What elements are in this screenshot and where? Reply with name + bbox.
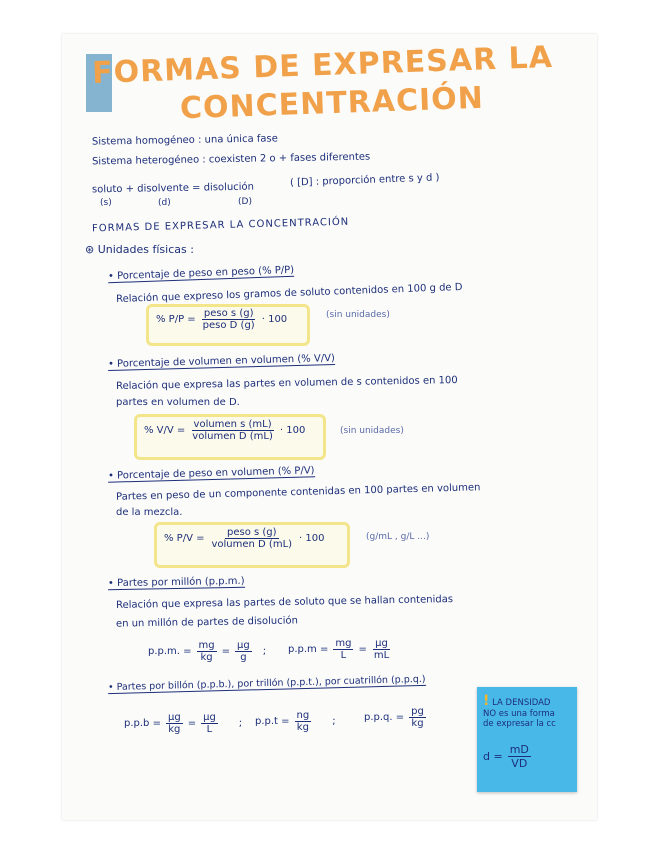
sticky-fraction xyxy=(508,743,531,770)
title-line-2: CONCENTRACIÓN xyxy=(179,80,485,127)
sticky-num: mD xyxy=(509,743,529,756)
item3-note: (g/mL , g/L ...) xyxy=(366,532,430,542)
item3-factor: · 100 xyxy=(299,533,325,544)
star-icon: ⊛ xyxy=(85,243,98,256)
item5-heading-text: Partes por billón (p.p.b.), por trillón (p.p.t.), por cuatrillón (p.p.q.) xyxy=(116,673,426,693)
item3-den: volumen D (mL) xyxy=(211,539,293,550)
item2-formula xyxy=(144,419,305,442)
item2-note: (sin unidades) xyxy=(340,426,404,436)
item3-num: peso s (g) xyxy=(226,527,277,538)
item4-desc1: Relación que expresa las partes de soluto que se hallan contenidas xyxy=(115,594,454,611)
item4-separator: ; xyxy=(262,646,267,657)
sub-s: (s) xyxy=(100,198,112,208)
item2-heading-text: Porcentaje de volumen en volumen (% V/V) xyxy=(116,353,336,370)
item5-ppb-eq: = xyxy=(187,718,197,729)
item1-heading-text: Porcentaje de peso en peso (% P/P) xyxy=(116,264,295,282)
sub-d: (d) xyxy=(158,198,171,208)
item4-f1-n1: mg xyxy=(198,640,215,651)
item4-f2-eq: = xyxy=(358,644,367,655)
item3-heading: • Porcentaje de peso en volumen (% P/V) xyxy=(107,465,315,482)
item4-f1-d1: kg xyxy=(200,652,213,663)
item1-heading: • Porcentaje de peso en peso (% P/P) xyxy=(107,264,295,283)
title-line-1: FORMAS DE EXPRESAR LA xyxy=(91,39,554,92)
item4-f1-d2: g xyxy=(240,652,247,663)
item5-ppq-frac xyxy=(409,706,426,729)
item5-ppb-frac2 xyxy=(201,712,218,735)
item5-sep1: ; xyxy=(238,718,243,729)
item4-f2-lhs: p.p.m = xyxy=(288,644,329,655)
item1-factor: · 100 xyxy=(261,314,288,325)
item5-ppt-d: kg xyxy=(296,722,309,733)
item3-formula xyxy=(164,527,325,550)
item4-f2-n2: µg xyxy=(375,638,388,649)
item3-heading-text: Porcentaje de peso en volumen (% P/V) xyxy=(116,465,315,482)
item4-heading-text: Partes por millón (p.p.m.) xyxy=(116,575,245,590)
item1-formula xyxy=(156,308,287,331)
item2-fraction xyxy=(190,419,275,442)
relacion-note: ( [D] : proporción entre s y d ) xyxy=(289,172,440,189)
item5-sep2: ; xyxy=(332,716,336,727)
sticky-den: VD xyxy=(511,757,528,770)
item2-heading: • Porcentaje de volumen en volumen (% V/V) xyxy=(107,353,336,370)
item4-f1-frac1 xyxy=(197,640,217,663)
sticky-formula xyxy=(483,743,534,770)
item5-ppb-lhs: p.p.b = xyxy=(124,718,161,729)
item4-f1-n2: µg xyxy=(237,640,250,651)
item3-fraction xyxy=(209,527,294,550)
item2-desc2: partes en volumen de D. xyxy=(116,397,240,408)
item1-desc: Relación que expreso los gramos de soluto contenidos en 100 g de D xyxy=(115,281,463,306)
relacion-line: soluto + disolvente = disolución xyxy=(91,181,255,196)
item5-ppt-frac xyxy=(295,710,312,733)
item4-f2-d1: L xyxy=(340,650,347,661)
item5-ppb-n1: µg xyxy=(167,712,181,723)
section-heading: FORMAS DE EXPRESAR LA CONCENTRACIÓN xyxy=(91,216,350,235)
item5-heading: • Partes por billón (p.p.b.), por trillón (p.p.t.), por cuatrillón (p.p.q.) xyxy=(107,673,426,694)
unidades-heading xyxy=(85,243,194,256)
item4-formula-2 xyxy=(288,638,394,661)
item5-ppb-formula xyxy=(124,712,242,735)
density-sticky-note xyxy=(477,687,577,792)
item1-note: (sin unidades) xyxy=(326,310,390,320)
item4-desc2: en un millón de partes de disolución xyxy=(115,615,299,630)
item1-fraction xyxy=(201,308,257,331)
unidades-label: Unidades físicas : xyxy=(97,243,194,256)
sticky-line-1-text: LA DENSIDAD xyxy=(492,698,551,708)
sub-D: (D) xyxy=(238,197,252,207)
item2-den: volumen D (mL) xyxy=(192,431,273,442)
item4-f2-frac2 xyxy=(372,638,391,661)
item4-f1-eq: = xyxy=(221,646,231,657)
item5-ppb-d2: L xyxy=(206,724,213,735)
item5-ppq-n: pg xyxy=(411,706,424,717)
item4-f2-frac1 xyxy=(333,638,353,661)
sticky-line-1 xyxy=(483,693,571,709)
item1-den: peso D (g) xyxy=(202,320,255,331)
sticky-line-3: de expresar la cc xyxy=(483,719,556,729)
item5-ppb-d1: kg xyxy=(168,724,181,735)
item1-num: peso s (g) xyxy=(203,308,254,319)
homogeneo-line: Sistema homogéneo : una única fase xyxy=(91,133,278,148)
item5-ppt-formula xyxy=(255,710,336,733)
item5-ppq-lhs: p.p.q. = xyxy=(364,712,405,723)
item2-factor: · 100 xyxy=(279,425,306,436)
item3-lhs: % P/V = xyxy=(164,533,205,544)
item5-ppb-frac1 xyxy=(166,712,183,735)
item4-f1-frac2 xyxy=(235,640,252,663)
item5-ppt-n: ng xyxy=(296,710,310,721)
item3-desc2: de la mezcla. xyxy=(116,507,183,518)
item2-lhs: % V/V = xyxy=(144,425,186,436)
sticky-formula-lhs: d = xyxy=(483,750,503,763)
item5-ppq-d: kg xyxy=(411,718,424,729)
item4-f2-n1: mg xyxy=(335,638,352,649)
item3-desc1: Partes en peso de un componente contenidas en 100 partes en volumen xyxy=(115,482,481,503)
item5-ppb-n2: µg xyxy=(203,712,216,723)
item4-heading: • Partes por millón (p.p.m.) xyxy=(107,575,245,590)
exclamation-icon: ! xyxy=(483,693,490,709)
item4-formula-1 xyxy=(148,640,266,663)
item1-lhs: % P/P = xyxy=(156,314,196,325)
item4-f1-lhs: p.p.m. = xyxy=(148,646,192,657)
item4-f2-d2: mL xyxy=(373,650,390,661)
item2-num: volumen s (mL) xyxy=(193,419,272,430)
sticky-line-2: NO es una forma xyxy=(483,709,555,719)
item2-desc1: Relación que expresa las partes en volumen de s contenidos en 100 xyxy=(115,375,458,392)
item5-ppq-formula xyxy=(364,706,429,729)
item5-ppt-lhs: p.p.t = xyxy=(255,716,290,727)
heterogeneo-line: Sistema heterogéneo : coexisten 2 o + fases diferentes xyxy=(91,151,371,168)
